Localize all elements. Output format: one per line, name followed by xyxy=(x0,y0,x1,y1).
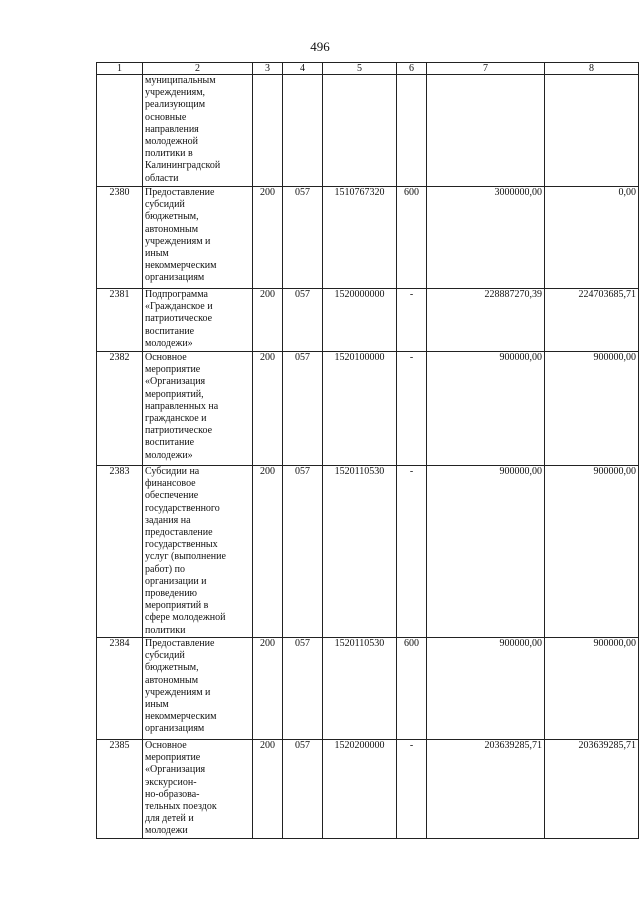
table-row xyxy=(97,289,639,352)
row-number: 2383 xyxy=(97,466,143,638)
row-target-code: 1520110530 xyxy=(323,638,397,740)
row-subsection: 057 xyxy=(283,187,323,289)
row-amount-2: 900000,00 xyxy=(545,352,639,466)
row-target-code: 1520100000 xyxy=(323,352,397,466)
column-header: 3 xyxy=(253,63,283,75)
row-amount-1: 3000000,00 xyxy=(427,187,545,289)
row-name: Субсидии на финансовое обеспечение государственного задания на предоставление государственных услуг (выполнение работ) по организации и проведению мероприятий в сфере молодежной политики xyxy=(143,466,253,638)
row-amount-1 xyxy=(427,75,545,187)
row-number: 2382 xyxy=(97,352,143,466)
row-expense-type: - xyxy=(397,466,427,638)
row-number: 2380 xyxy=(97,187,143,289)
row-amount-2: 900000,00 xyxy=(545,466,639,638)
table-row xyxy=(97,352,639,466)
row-section: 200 xyxy=(253,187,283,289)
table-row xyxy=(97,740,639,839)
row-target-code: 1520000000 xyxy=(323,289,397,352)
row-subsection: 057 xyxy=(283,740,323,839)
row-name: муниципальным учреждениям, реализующим основные направления молодежной политики в Калининградской области xyxy=(143,75,253,187)
column-header: 7 xyxy=(427,63,545,75)
row-number: 2381 xyxy=(97,289,143,352)
row-section: 200 xyxy=(253,740,283,839)
row-section: 200 xyxy=(253,289,283,352)
row-name: Основное мероприятие «Организация мероприятий, направленных на гражданское и патриотическое воспитание молодежи» xyxy=(143,352,253,466)
row-name: Предоставление субсидий бюджетным, автономным учреждениям и иным некоммерческим организациям xyxy=(143,187,253,289)
row-target-code: 1520110530 xyxy=(323,466,397,638)
row-target-code: 1520200000 xyxy=(323,740,397,839)
row-amount-2: 0,00 xyxy=(545,187,639,289)
column-header: 6 xyxy=(397,63,427,75)
column-header: 5 xyxy=(323,63,397,75)
row-amount-2: 203639285,71 xyxy=(545,740,639,839)
column-header: 8 xyxy=(545,63,639,75)
row-target-code xyxy=(323,75,397,187)
row-number xyxy=(97,75,143,187)
row-amount-2 xyxy=(545,75,639,187)
row-amount-1: 900000,00 xyxy=(427,466,545,638)
table-row xyxy=(97,75,639,187)
row-section: 200 xyxy=(253,352,283,466)
row-expense-type: - xyxy=(397,740,427,839)
row-subsection: 057 xyxy=(283,352,323,466)
row-expense-type: 600 xyxy=(397,187,427,289)
column-header: 1 xyxy=(97,63,143,75)
row-amount-2: 900000,00 xyxy=(545,638,639,740)
row-section: 200 xyxy=(253,466,283,638)
row-number: 2384 xyxy=(97,638,143,740)
row-subsection: 057 xyxy=(283,638,323,740)
table-row xyxy=(97,638,639,740)
row-target-code: 1510767320 xyxy=(323,187,397,289)
row-expense-type xyxy=(397,75,427,187)
row-amount-1: 900000,00 xyxy=(427,638,545,740)
column-header: 2 xyxy=(143,63,253,75)
row-amount-1: 203639285,71 xyxy=(427,740,545,839)
row-expense-type: 600 xyxy=(397,638,427,740)
row-name: Подпрограмма «Гражданское и патриотическое воспитание молодежи» xyxy=(143,289,253,352)
row-expense-type: - xyxy=(397,352,427,466)
header-row xyxy=(97,63,639,75)
row-section xyxy=(253,75,283,187)
row-subsection: 057 xyxy=(283,466,323,638)
row-number: 2385 xyxy=(97,740,143,839)
row-amount-1: 228887270,39 xyxy=(427,289,545,352)
table-row xyxy=(97,187,639,289)
table-row xyxy=(97,466,639,638)
column-header: 4 xyxy=(283,63,323,75)
row-subsection xyxy=(283,75,323,187)
row-subsection: 057 xyxy=(283,289,323,352)
row-section: 200 xyxy=(253,638,283,740)
row-expense-type: - xyxy=(397,289,427,352)
row-amount-1: 900000,00 xyxy=(427,352,545,466)
budget-table xyxy=(96,62,639,839)
page-number: 496 xyxy=(310,39,330,54)
row-amount-2: 224703685,71 xyxy=(545,289,639,352)
row-name: Основное мероприятие «Организация экскурсион- но-образова- тельных поездок для детей и молодежи xyxy=(143,740,253,839)
row-name: Предоставление субсидий бюджетным, автономным учреждениям и иным некоммерческим организациям xyxy=(143,638,253,740)
